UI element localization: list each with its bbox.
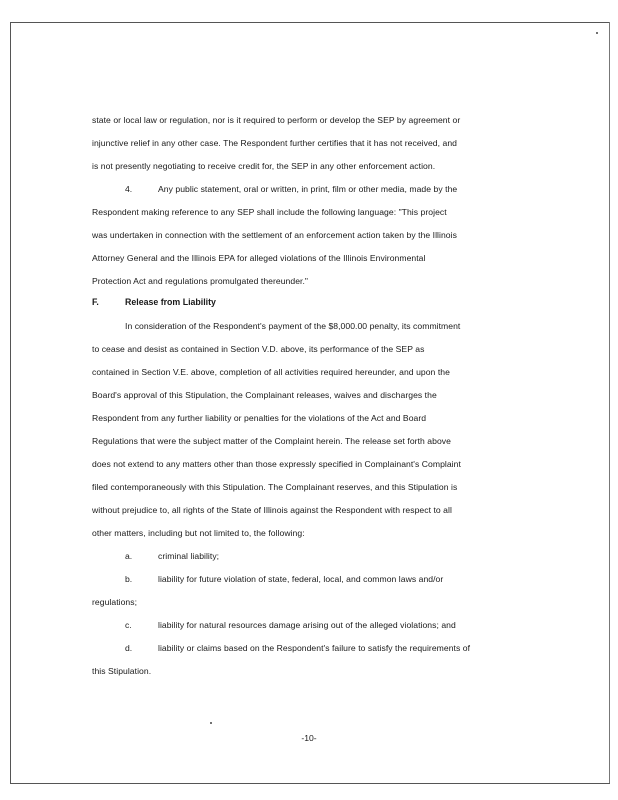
list-item-continuation: regulations; <box>92 597 138 607</box>
text-line: filed contemporaneously with this Stipulation. The Complainant reserves, and this Stipulation is <box>92 482 458 492</box>
text-line: does not extend to any matters other than those expressly specified in Complainant's Complaint <box>92 459 461 469</box>
text-line: injunctive relief in any other case. The Respondent further certifies that it has not received, and <box>92 138 457 148</box>
text-line: was undertaken in connection with the settlement of an enforcement action taken by the Illinois <box>92 230 457 240</box>
text-line: to cease and desist as contained in Section V.D. above, its performance of the SEP as <box>92 344 425 354</box>
text-line: without prejudice to, all rights of the State of Illinois against the Respondent with respect to all <box>92 505 452 515</box>
text-line: Regulations that were the subject matter of the Complaint herein. The release set forth above <box>92 436 451 446</box>
text-line: In consideration of the Respondent's payment of the $8,000.00 penalty, its commitment <box>125 321 461 331</box>
text-line: Respondent from any further liability or penalties for the violations of the Act and Board <box>92 413 427 423</box>
scan-border-top <box>10 22 610 23</box>
text-line: Board's approval of this Stipulation, the Complainant releases, waives and discharges the <box>92 390 437 400</box>
text-line: state or local law or regulation, nor is it required to perform or develop the SEP by agreement or <box>92 115 461 125</box>
scan-speck <box>210 722 212 724</box>
list-item: criminal liability; <box>158 551 220 561</box>
text-line: Protection Act and regulations promulgated thereunder." <box>92 276 309 286</box>
scan-border-left <box>10 22 11 784</box>
text-line: contained in Section V.E. above, completion of all activities required hereunder, and upon the <box>92 367 450 377</box>
section-letter: F. <box>92 297 99 307</box>
list-item: liability for future violation of state, federal, local, and common laws and/or <box>158 574 444 584</box>
list-item-letter: b. <box>125 574 133 584</box>
paragraph-number: 4. <box>125 184 133 194</box>
list-item-continuation: this Stipulation. <box>92 666 152 676</box>
text-line: Respondent making reference to any SEP shall include the following language: "This project <box>92 207 447 217</box>
scan-border-right <box>609 22 610 784</box>
scan-speck <box>596 32 598 34</box>
scan-border-bottom <box>10 783 610 784</box>
list-item-letter: c. <box>125 620 132 630</box>
text-line: is not presently negotiating to receive credit for, the SEP in any other enforcement action. <box>92 161 436 171</box>
page-number: -10- <box>301 733 317 743</box>
text-line: other matters, including but not limited to, the following: <box>92 528 305 538</box>
text-line: Attorney General and the Illinois EPA for alleged violations of the Illinois Environmental <box>92 253 426 263</box>
list-item: liability for natural resources damage arising out of the alleged violations; and <box>158 620 456 630</box>
section-heading: Release from Liability <box>125 297 216 307</box>
text-line: Any public statement, oral or written, in print, film or other media, made by the <box>158 184 458 194</box>
list-item-letter: a. <box>125 551 133 561</box>
list-item: liability or claims based on the Respondent's failure to satisfy the requirements of <box>158 643 471 653</box>
list-item-letter: d. <box>125 643 133 653</box>
